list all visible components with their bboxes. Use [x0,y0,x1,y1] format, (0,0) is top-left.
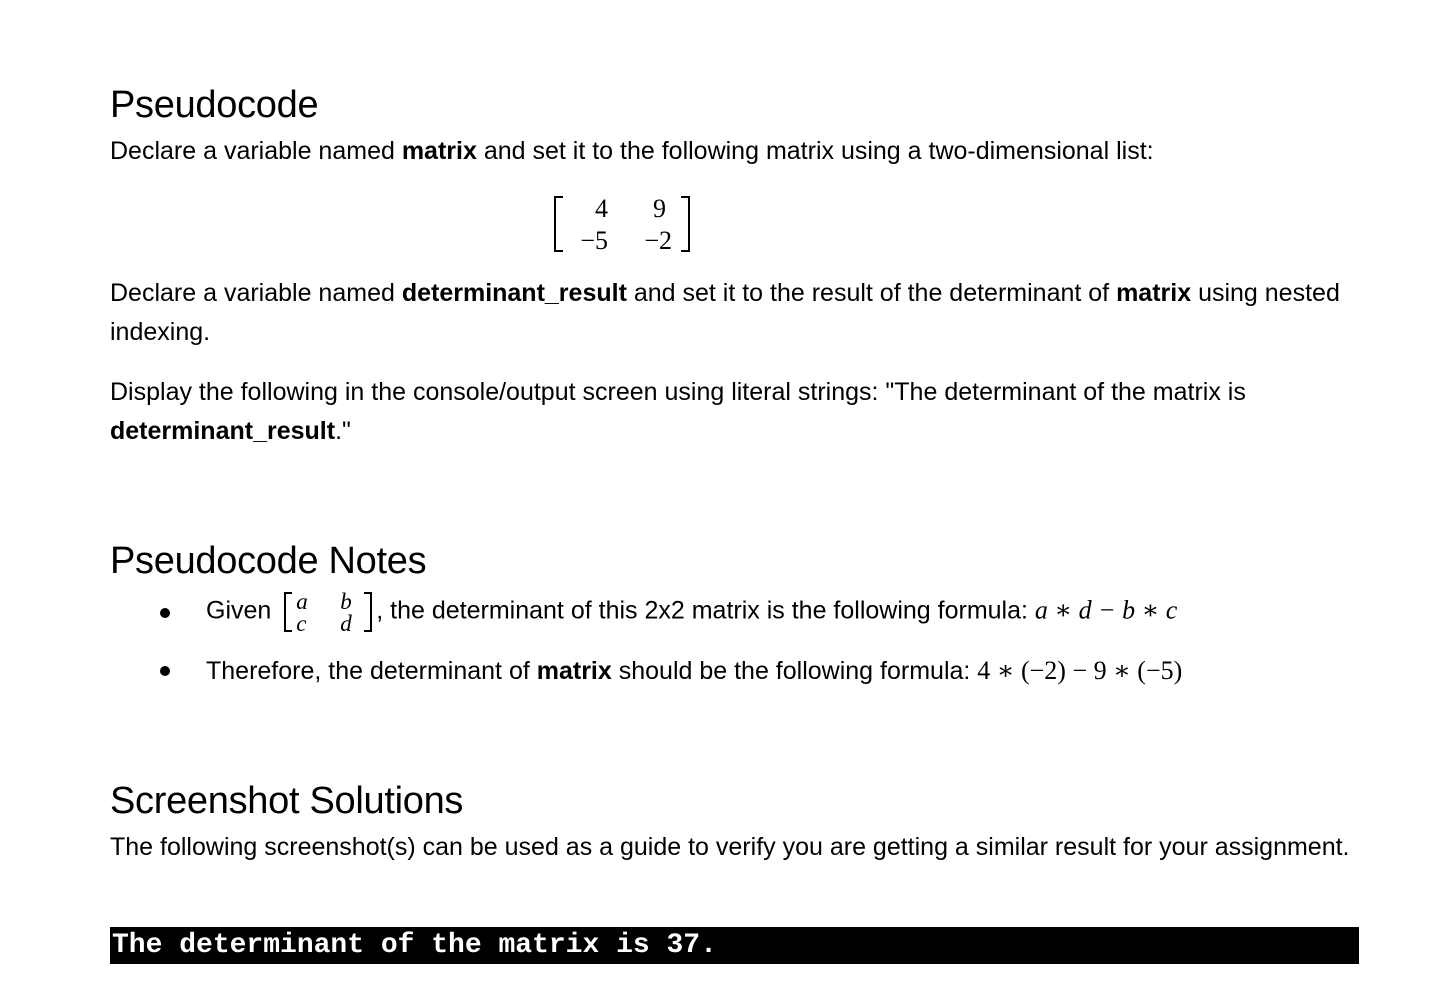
text-segment: , the determinant of this 2x2 matrix is the following formula: [376,596,1035,625]
right-bracket [681,196,690,252]
text-segment: Declare a variable named [110,137,402,165]
list-item [110,658,1360,702]
list-item [110,588,1360,636]
variable-matrix [282,589,374,636]
bold-term: determinant_result [110,417,336,445]
matrix-display [550,192,694,254]
bold-term: matrix [401,137,477,165]
text-segment: Therefore, the determinant of [206,657,537,685]
console-output: The determinant of the matrix is 37. [110,927,1359,964]
bold-term: matrix [536,657,612,685]
left-bracket [284,592,292,632]
text-segment: ." [335,417,351,445]
pseudocode-heading: Pseudocode [110,84,319,126]
matrix-cell-d: d [340,611,352,636]
matrix-cell-d: −2 [644,226,672,255]
matrix-cell-b: b [340,589,352,614]
matrix-cell-c: c [296,611,307,636]
bullet-text [206,658,1182,684]
text-segment: Given [206,596,279,625]
display-output-paragraph [110,373,1360,451]
bold-term: determinant_result [401,279,627,307]
matrix-cell-c: −5 [580,226,608,255]
solutions-paragraph: The following screenshot(s) can be used as a guide to verify you are getting a similar result for your assignment. [110,833,1350,861]
computed-formula: 4 ∗ (−2) − 9 ∗ (−5) [977,656,1183,685]
declare-matrix-paragraph [110,132,1360,171]
text-segment: should be the following formula: [611,657,978,685]
matrix-cell-a: 4 [595,194,608,223]
bullet-icon [160,608,170,618]
determinant-formula: a ∗ d − b ∗ c [1034,595,1178,625]
text-segment: Declare a variable named [110,279,402,307]
text-segment: and set it to the following matrix using a two-dimensional list: [476,137,1154,165]
bold-term: matrix [1116,279,1192,307]
text-segment: using nested indexing. [110,279,1340,346]
matrix-cell-b: 9 [653,194,666,223]
text-segment: Display the following in the console/output screen using literal strings: "The determinant of the matrix is [110,378,1246,406]
text-segment: and set it to the result of the determinant of [626,279,1117,307]
right-bracket [364,592,372,632]
bullet-text [206,589,1178,636]
pseudocode-notes-heading: Pseudocode Notes [110,540,427,582]
bullet-icon [160,666,170,676]
declare-determinant-paragraph [110,274,1360,352]
matrix-cell-a: a [296,589,308,614]
screenshot-solutions-heading: Screenshot Solutions [110,780,464,822]
